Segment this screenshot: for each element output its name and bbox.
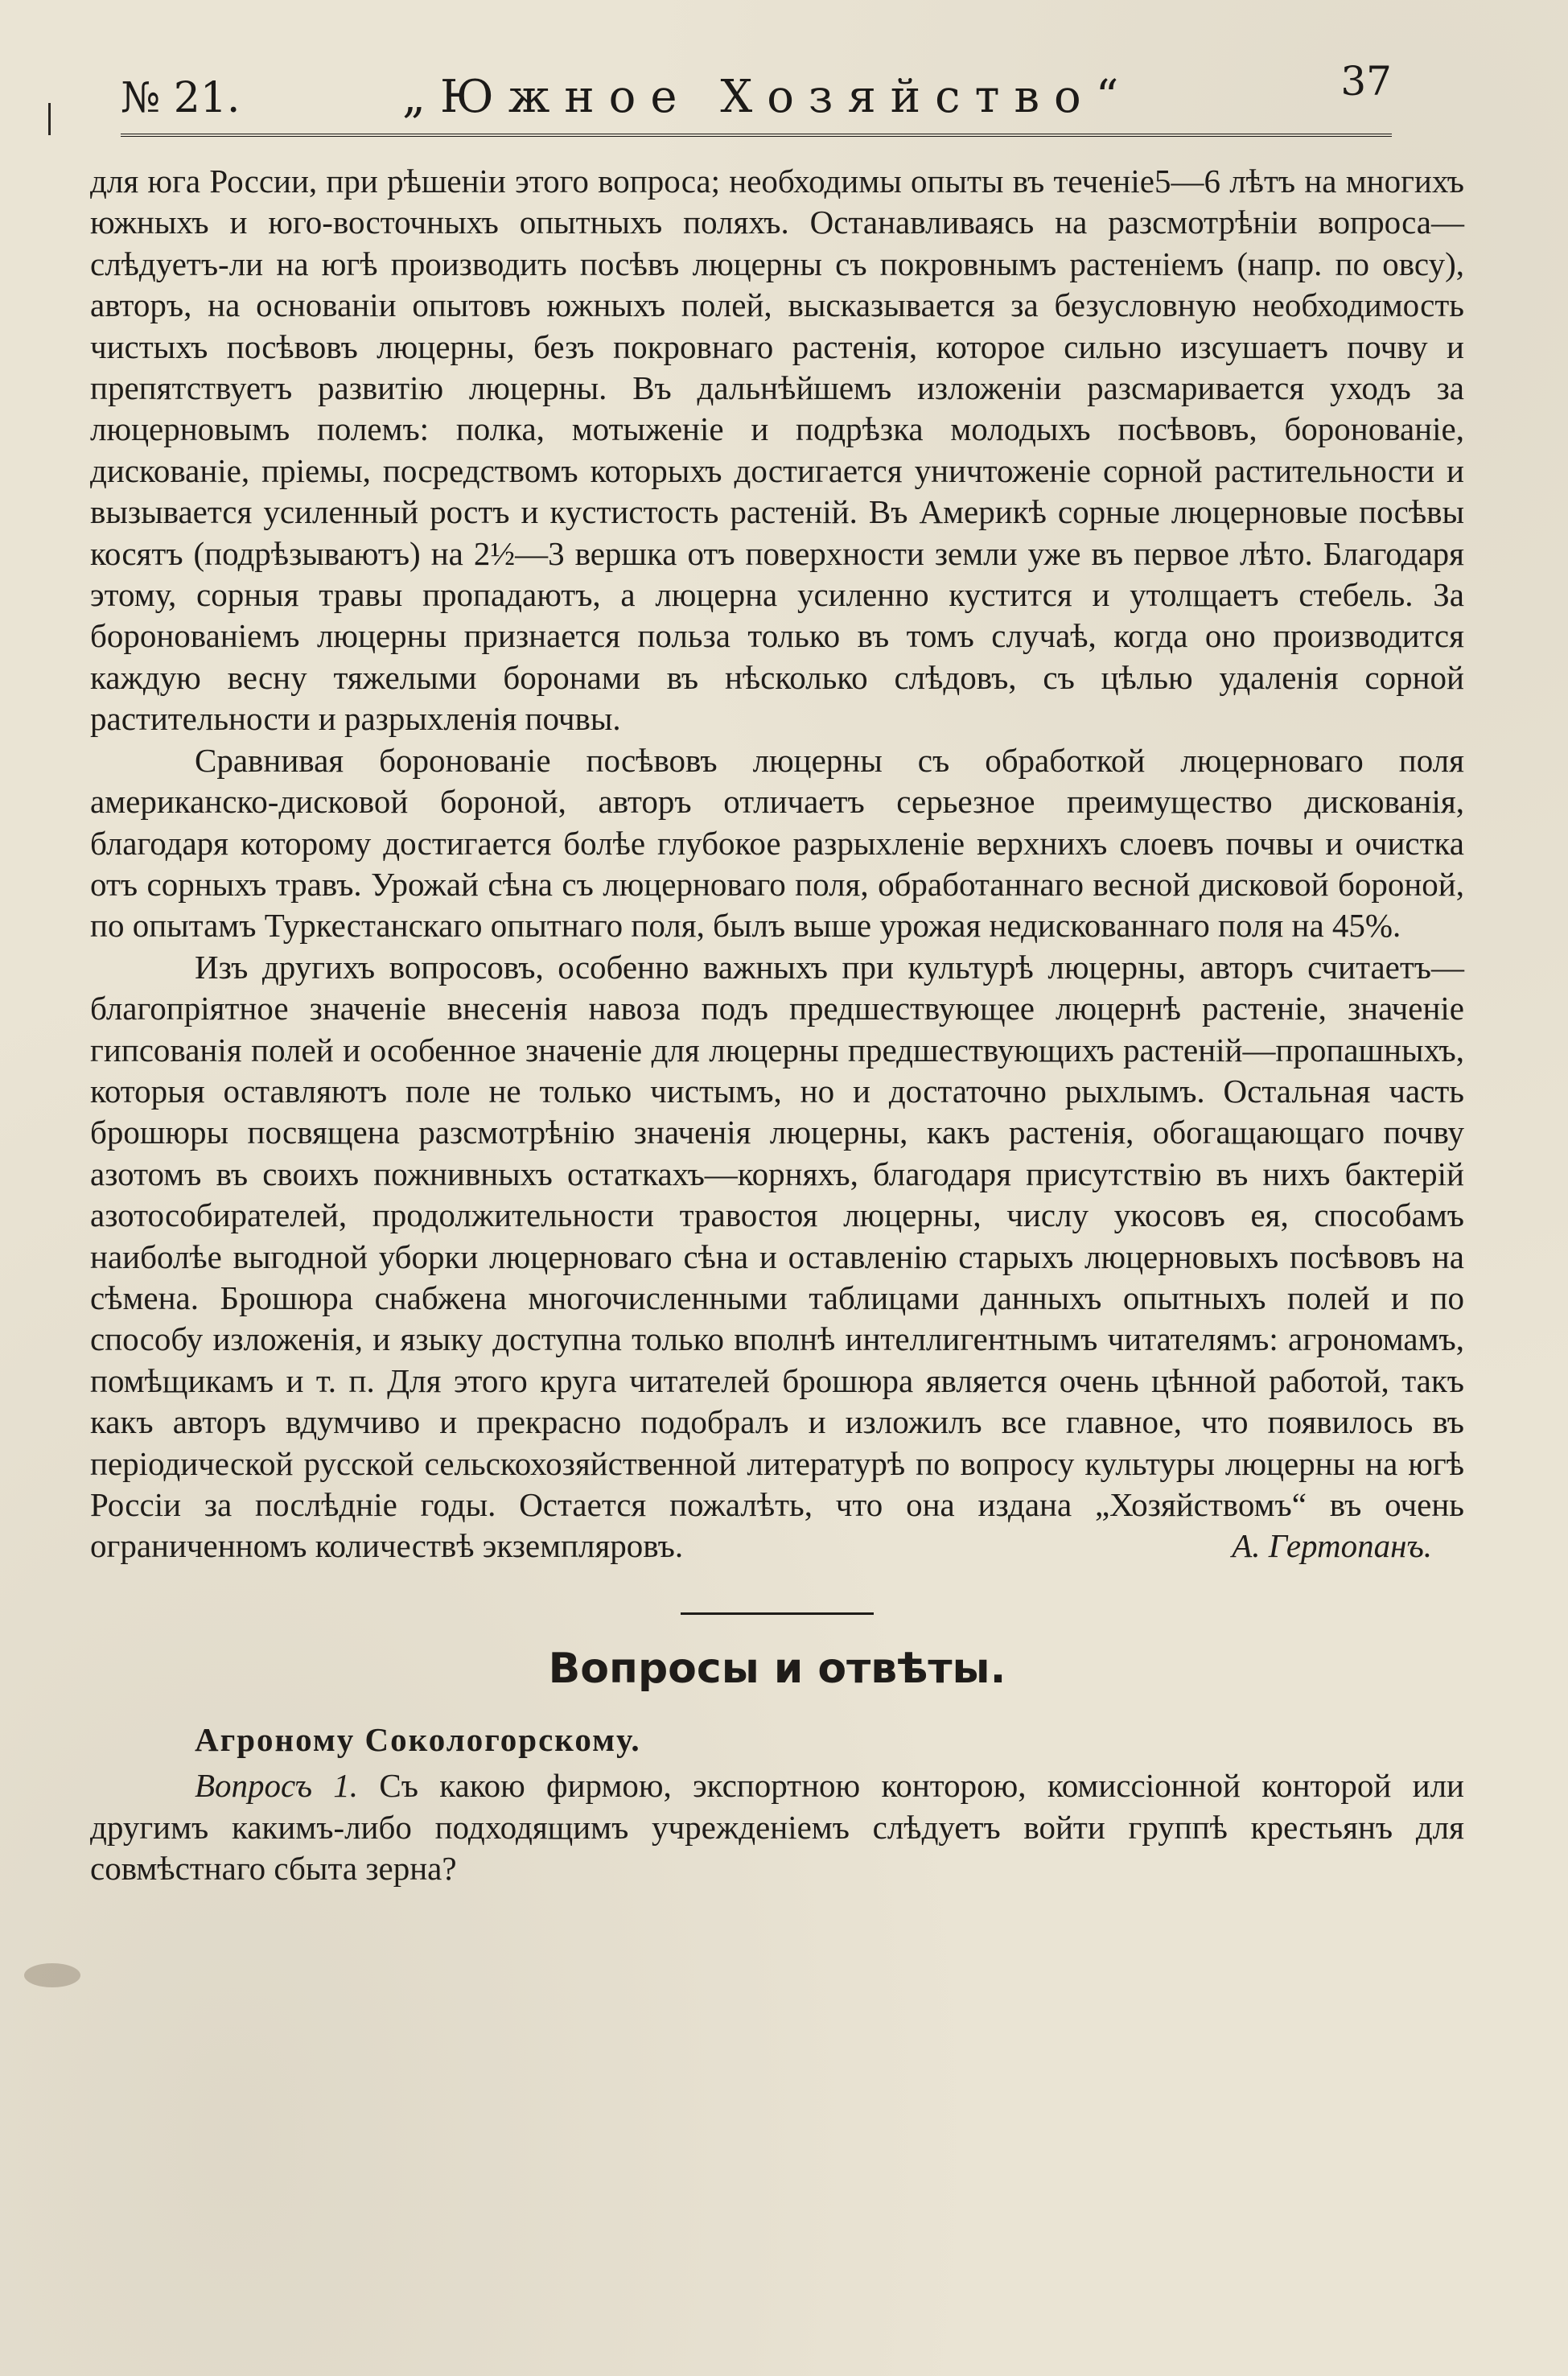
qa-section-heading: Вопросы и отвѣты. <box>548 1644 1006 1693</box>
section-divider <box>681 1612 874 1615</box>
article-paragraph-2: Сравнивая боронованіе посѣвовъ люцерны съ обработкой люцерноваго поля американско-дисковой бороной, авторъ отличаетъ серьезное преимущество дискованія, благодаря которому достигается болѣе глубокое разрыхленіе верхнихъ слоевъ почвы и очистка отъ сорныхъ травъ. Урожай сѣна съ люцерноваго поля, обработаннаго весной дисковой бороной, по опытамъ Туркестанскаго опытнаго поля, былъ выше урожая недискованнаго поля на 45%. <box>90 741 1464 945</box>
paper-stain <box>24 1963 80 1987</box>
question-label: Вопросъ 1. <box>195 1767 359 1805</box>
article-paragraph-1: для юга России, при рѣшеніи этого вопроса; необходимы опыты въ теченіе5—6 лѣтъ на многихъ южныхъ и юго-восточныхъ опытныхъ поляхъ. Останавливаясь на разсмотрѣніи вопроса—слѣдуетъ-ли на югѣ производить посѣвъ люцерны съ покровнымъ растеніемъ (напр. по овсу), авторъ, на основаніи опытовъ южныхъ полей, высказывается за безусловную необходимость чистыхъ посѣвовъ люцерны, безъ покровнаго растенія, которое сильно изсушаетъ почву и препятствуетъ развитію люцерны. Въ дальнѣйшемъ изложеніи разсмаривается уходъ за люцерновымъ полемъ: полка, мотыженіе и подрѣзка молодыхъ посѣвовъ, боронованіе, дискованіе, пріемы, посредствомъ которыхъ достигается уничтоженіе сорной растительности и вызывается усиленный ростъ и кустистость растеній. Въ Америкѣ сорные люцерновые посѣвы косятъ (подрѣзываютъ) на 2½—3 вершка отъ поверхности земли уже въ первое лѣто. Благодаря этому, сорныя травы пропадаютъ, а люцерна усиленно кустится и утолщаетъ стебель. За боронованіемъ люцерны признается польза только въ томъ случаѣ, когда оно производится каждую весну тяжелыми боронами въ нѣсколько слѣдовъ, съ цѣлью удаленія сорной растительности и разрыхленія почвы. <box>90 163 1464 738</box>
page-header <box>88 48 1408 129</box>
journal-title: „Южное Хозяйство“ <box>402 71 1134 123</box>
qa-addressee: Агроному Сокологорскому. <box>195 1720 641 1758</box>
issue-number: № 21. <box>121 74 241 122</box>
question-text: Съ какою фирмою, экспортною конторою, комиссіонной конторой или другимъ какимъ-либо подходящимъ учрежденіемъ слѣдуетъ войти группѣ крестьянъ для совмѣстнаго сбыта зерна? <box>90 1767 1464 1888</box>
article-paragraph-3: Изъ другихъ вопросовъ, особенно важныхъ при культурѣ люцерны, авторъ считаетъ—благопріятное значеніе внесенія навоза подъ предшествующее люцернѣ растеніе, значеніе гипсованія полей и особенное значеніе для люцерны предшествующихъ растеній—пропашныхъ, которыя оставляютъ поле не только чистымъ, но и достаточно рыхлымъ. Остальная часть брошюры посвящена разсмотрѣнію значенія люцерны, какъ растенія, обогащающаго почву азотомъ въ своихъ пожнивныхъ остаткахъ—корняхъ, благодаря присутствію въ нихъ бактерій азотособирателей, продолжительности травостоя люцерны, числу укосовъ ея, способамъ наиболѣе выгодной уборки люцерноваго сѣна и оставленію старыхъ люцерновыхъ посѣвовъ на сѣмена. Брошюра снабжена многочисленными таблицами данныхъ опытныхъ полей и по способу изложенія, и языку доступна только вполнѣ интеллигентнымъ читателямъ: агрономамъ, помѣщикамъ и т. п. Для этого круга читателей брошюра является очень цѣнной работой, такъ какъ авторъ вдумчиво и прекрасно подобралъ и изложилъ все главное, что появилось въ періодической русской сельскохозяйственной литературѣ по вопросу культуры люцерны на югѣ Россіи за послѣдніе годы. Остается пожалѣть, что она издана „Хозяйствомъ“ въ очень ограниченномъ количествѣ экземпляровъ. <box>90 948 1464 1565</box>
qa-question <box>90 1765 1464 1889</box>
margin-mark <box>48 103 51 135</box>
header-rule <box>121 134 1392 137</box>
author-signature: А. Гертопанъ. <box>1232 1527 1432 1565</box>
article-body <box>90 161 1464 1889</box>
page-number: 37 <box>1340 58 1392 105</box>
